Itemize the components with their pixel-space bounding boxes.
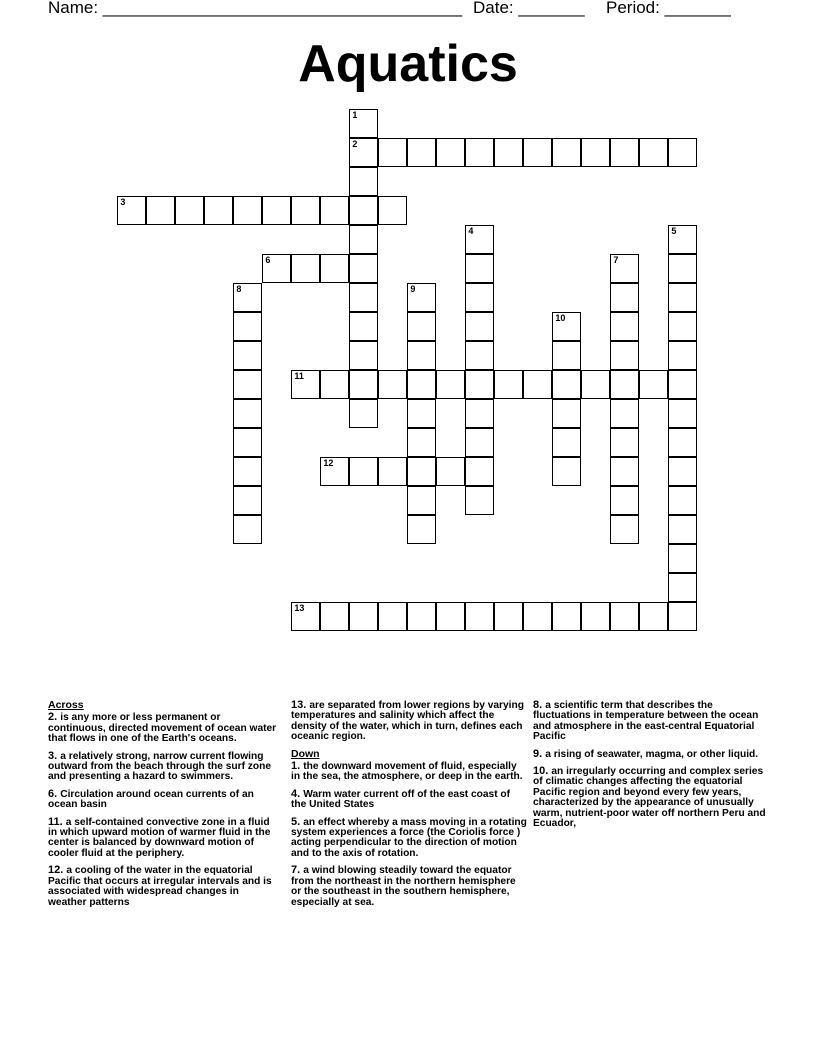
grid-cell[interactable]	[407, 341, 436, 370]
grid-cell[interactable]	[610, 486, 639, 515]
clue-item-text: Warm water current off of the east coast of the United States	[291, 788, 511, 811]
grid-cell[interactable]	[523, 602, 552, 631]
grid-cell[interactable]	[639, 138, 668, 167]
clue-item-text: a wind blowing steadily toward the equator from the northeast in the northern hemisphere or the southeast in the southern hemisphere, especially at sea.	[291, 865, 516, 908]
down-clues-list	[291, 761, 527, 908]
grid-cell[interactable]	[349, 283, 378, 312]
grid-cell[interactable]	[349, 399, 378, 428]
grid-cell[interactable]	[610, 341, 639, 370]
grid-cell[interactable]	[610, 602, 639, 631]
clue-item	[533, 700, 771, 743]
period-field[interactable]: Period: _______	[606, 0, 731, 17]
clue-item-text: an irregularly occurring and complex series of climatic changes affecting the equatorial Pacific region and beyond every few years, characterized by the appearance of unusually warm, nutrient-poor water off northern Peru and Ecuador,	[533, 766, 766, 830]
clue-item	[48, 751, 278, 783]
clue-column-3	[533, 700, 771, 835]
across-heading: Across	[48, 699, 84, 711]
clue-item-number: 13.	[291, 699, 310, 711]
grid-cell[interactable]	[436, 457, 465, 486]
clue-number: 4	[468, 226, 474, 237]
grid-cell[interactable]	[349, 138, 378, 167]
grid-cell[interactable]	[668, 399, 697, 428]
across-clues-list	[48, 712, 278, 908]
clue-item-number: 4.	[291, 787, 304, 800]
clue-item-number: 6.	[48, 787, 61, 800]
clue-item	[533, 749, 771, 760]
grid-cell[interactable]	[610, 515, 639, 544]
grid-cell[interactable]	[233, 370, 262, 399]
grid-cell[interactable]	[262, 196, 291, 225]
grid-cell[interactable]	[117, 196, 146, 225]
clue-number: 5	[671, 226, 677, 237]
clue-item-text: a self-contained convective zone in a fluid in which upward motion of warmer fluid in the center is balanced by downward motion of cooler fluid at the periphery.	[48, 816, 271, 859]
grid-cell[interactable]	[436, 138, 465, 167]
grid-cell[interactable]	[465, 602, 494, 631]
grid-cell[interactable]	[668, 544, 697, 573]
grid-cell[interactable]	[407, 312, 436, 341]
grid-cell[interactable]	[552, 399, 581, 428]
clue-number: 7	[613, 255, 619, 266]
clue-item-text: a cooling of the water in the equatorial Pacific that occurs at irregular intervals and is associated with widespread changes in weather patterns	[48, 865, 272, 908]
grid-cell[interactable]	[668, 138, 697, 167]
grid-cell[interactable]	[610, 283, 639, 312]
grid-cell[interactable]	[349, 602, 378, 631]
grid-cell[interactable]	[610, 370, 639, 399]
grid-cell[interactable]	[291, 602, 320, 631]
across-clues-continued	[291, 700, 527, 743]
grid-cell[interactable]	[610, 457, 639, 486]
grid-cell[interactable]	[552, 428, 581, 457]
clue-number: 6	[265, 255, 271, 266]
grid-cell[interactable]	[552, 341, 581, 370]
grid-cell[interactable]	[552, 602, 581, 631]
clue-item-number: 12.	[48, 864, 67, 877]
grid-cell[interactable]	[465, 312, 494, 341]
grid-cell[interactable]	[407, 138, 436, 167]
grid-cell[interactable]	[175, 196, 204, 225]
grid-cell[interactable]	[581, 602, 610, 631]
grid-cell[interactable]	[610, 254, 639, 283]
clue-item	[533, 766, 771, 829]
grid-cell[interactable]	[233, 486, 262, 515]
grid-cell[interactable]	[465, 138, 494, 167]
grid-cell[interactable]	[494, 370, 523, 399]
grid-cell[interactable]	[407, 515, 436, 544]
grid-cell[interactable]	[552, 312, 581, 341]
grid-cell[interactable]	[407, 602, 436, 631]
grid-cell[interactable]	[291, 370, 320, 399]
grid-cell[interactable]	[494, 138, 523, 167]
clue-item	[48, 817, 278, 860]
clue-item	[291, 761, 527, 783]
grid-cell[interactable]	[552, 370, 581, 399]
grid-cell[interactable]	[465, 457, 494, 486]
grid-cell[interactable]	[639, 602, 668, 631]
down-heading: Down	[291, 747, 320, 760]
clue-item-number: 9.	[533, 747, 546, 760]
grid-cell[interactable]	[291, 254, 320, 283]
clue-item-number: 5.	[291, 815, 304, 828]
clue-item-number: 11.	[48, 815, 66, 828]
grid-cell[interactable]	[349, 254, 378, 283]
grid-cell[interactable]	[581, 138, 610, 167]
clue-item-text: is any more or less permanent or continuous, directed movement of ocean water that flows in one of the Earth's oceans.	[48, 712, 277, 745]
clue-number: 3	[120, 197, 126, 208]
puzzle-title: Aquatics	[298, 35, 518, 93]
grid-cell[interactable]	[552, 457, 581, 486]
grid-cell[interactable]	[378, 602, 407, 631]
grid-cell[interactable]	[378, 196, 407, 225]
clue-item-number: 8.	[533, 699, 546, 711]
grid-cell[interactable]	[349, 341, 378, 370]
clue-item-text: a scientific term that describes the fluctuations in temperature between the ocean and atmosphere in the east-central Equatorial Pacific	[533, 700, 759, 743]
grid-cell[interactable]	[668, 573, 697, 602]
clue-number: 2	[352, 139, 358, 150]
clue-item	[48, 865, 278, 908]
grid-cell[interactable]	[320, 602, 349, 631]
grid-cell[interactable]	[349, 457, 378, 486]
clue-item	[48, 789, 278, 811]
clue-number: 10	[555, 313, 566, 324]
grid-cell[interactable]	[465, 370, 494, 399]
grid-cell[interactable]	[465, 399, 494, 428]
grid-cell[interactable]	[320, 254, 349, 283]
grid-cell[interactable]	[581, 370, 610, 399]
grid-cell[interactable]	[639, 370, 668, 399]
clue-item	[48, 712, 278, 744]
clue-item-text: the downward movement of fluid, especially in the sea, the atmosphere, or deep in the earth.	[291, 761, 523, 783]
grid-cell[interactable]	[407, 399, 436, 428]
grid-cell[interactable]	[668, 283, 697, 312]
grid-cell[interactable]	[407, 428, 436, 457]
grid-cell[interactable]	[668, 254, 697, 283]
grid-cell[interactable]	[233, 515, 262, 544]
grid-cell[interactable]	[262, 254, 291, 283]
grid-cell[interactable]	[233, 399, 262, 428]
grid-cell[interactable]	[204, 196, 233, 225]
name-field[interactable]: Name: ______________________________________	[48, 0, 463, 17]
grid-cell[interactable]	[668, 515, 697, 544]
clue-number: 12	[323, 458, 334, 469]
grid-cell[interactable]	[378, 457, 407, 486]
grid-cell[interactable]	[233, 428, 262, 457]
grid-cell[interactable]	[407, 457, 436, 486]
clue-item	[291, 817, 527, 860]
date-field[interactable]: Date: _______	[473, 0, 585, 17]
clue-item-number: 7.	[291, 864, 304, 877]
clue-column-2	[291, 700, 527, 914]
grid-cell[interactable]	[668, 370, 697, 399]
clue-number: 8	[236, 284, 242, 295]
clue-item-number: 2.	[48, 711, 61, 724]
clue-item	[291, 865, 527, 908]
clue-item-number: 1.	[291, 760, 304, 773]
clue-number: 11	[294, 371, 304, 382]
grid-cell[interactable]	[349, 167, 378, 196]
clue-item-text: a rising of seawater, magma, or other liquid.	[545, 748, 759, 760]
grid-cell[interactable]	[610, 428, 639, 457]
grid-cell[interactable]	[465, 225, 494, 254]
grid-cell[interactable]	[668, 225, 697, 254]
grid-cell[interactable]	[465, 283, 494, 312]
grid-cell[interactable]	[668, 341, 697, 370]
clue-item-text: are separated from lower regions by varying temperatures and salinity which affect the density of the water, which in turn, defines each oceanic region.	[291, 700, 524, 743]
grid-cell[interactable]	[465, 486, 494, 515]
grid-cell[interactable]	[233, 341, 262, 370]
grid-cell[interactable]	[291, 196, 320, 225]
clue-item-text: an effect whereby a mass moving in a rotating system experiences a force (the Coriolis force ) acting perpendicular to the direction of motion and to the axis of rotation.	[291, 816, 527, 859]
grid-cell[interactable]	[407, 283, 436, 312]
grid-cell[interactable]	[146, 196, 175, 225]
clue-item-number: 3.	[48, 749, 61, 762]
clue-number: 13	[294, 603, 305, 614]
grid-cell[interactable]	[494, 602, 523, 631]
grid-cell[interactable]	[436, 370, 465, 399]
grid-cell[interactable]	[407, 370, 436, 399]
grid-cell[interactable]	[378, 138, 407, 167]
grid-cell[interactable]	[668, 312, 697, 341]
grid-cell[interactable]	[610, 399, 639, 428]
grid-cell[interactable]	[465, 341, 494, 370]
grid-cell[interactable]	[233, 196, 262, 225]
clue-column-1	[48, 700, 278, 914]
clue-item-number: 10.	[533, 765, 552, 778]
grid-cell[interactable]	[349, 225, 378, 254]
grid-cell[interactable]	[668, 457, 697, 486]
grid-cell[interactable]	[668, 428, 697, 457]
grid-cell[interactable]	[320, 457, 349, 486]
grid-cell[interactable]	[233, 283, 262, 312]
grid-cell[interactable]	[407, 486, 436, 515]
grid-cell[interactable]	[320, 370, 349, 399]
grid-cell[interactable]	[349, 312, 378, 341]
grid-cell[interactable]	[349, 196, 378, 225]
clue-number: 1	[352, 110, 358, 121]
down-clues-continued	[533, 700, 771, 829]
grid-cell[interactable]	[610, 312, 639, 341]
clue-item-text: Circulation around ocean currents of an ocean basin	[48, 788, 254, 811]
grid-cell[interactable]	[610, 138, 639, 167]
grid-cell[interactable]	[349, 109, 378, 138]
clue-item	[291, 789, 527, 811]
grid-cell[interactable]	[668, 602, 697, 631]
grid-cell[interactable]	[233, 312, 262, 341]
grid-cell[interactable]	[378, 370, 407, 399]
grid-cell[interactable]	[552, 138, 581, 167]
grid-cell[interactable]	[523, 370, 552, 399]
grid-cell[interactable]	[233, 457, 262, 486]
grid-cell[interactable]	[465, 428, 494, 457]
clue-item	[291, 700, 527, 743]
grid-cell[interactable]	[668, 486, 697, 515]
grid-cell[interactable]	[436, 602, 465, 631]
grid-cell[interactable]	[465, 254, 494, 283]
clue-item-text: a relatively strong, narrow current flowing outward from the beach through the surf zone and presenting a hazard to swimmers.	[48, 750, 271, 783]
grid-cell[interactable]	[349, 370, 378, 399]
grid-cell[interactable]	[523, 138, 552, 167]
clue-number: 9	[410, 284, 416, 295]
grid-cell[interactable]	[320, 196, 349, 225]
